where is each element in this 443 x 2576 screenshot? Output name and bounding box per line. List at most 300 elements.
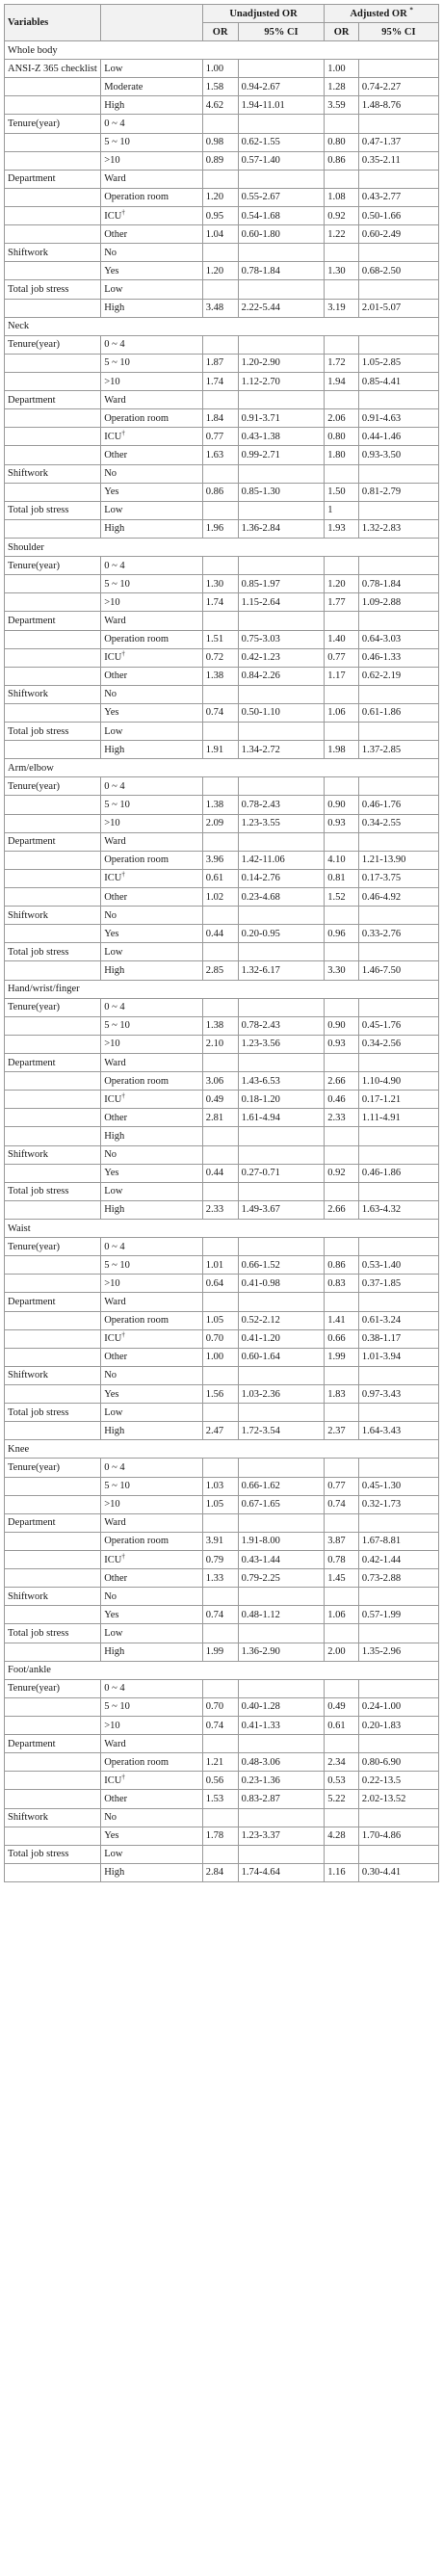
unadjusted-or-cell: 2.85	[202, 961, 238, 980]
unadjusted-or-cell: 2.84	[202, 1863, 238, 1881]
unadjusted-ci-cell	[238, 391, 325, 409]
table-row	[5, 1329, 439, 1348]
adjusted-ci-cell: 1.05-2.85	[358, 354, 438, 372]
adjusted-or-cell	[325, 1366, 359, 1384]
level-cell: Yes	[101, 483, 202, 501]
adjusted-ci-cell: 0.17-1.21	[358, 1091, 438, 1109]
level-cell: Low	[101, 1624, 202, 1643]
level-cell: Other	[101, 1348, 202, 1366]
level-label: ICU	[104, 873, 122, 884]
variable-cell: Shiftwork	[5, 685, 101, 703]
unadjusted-or-cell: 0.86	[202, 483, 238, 501]
level-cell: 0 ~ 4	[101, 1238, 202, 1256]
level-cell: Ward	[101, 1293, 202, 1311]
header-adjusted-mark: *	[409, 6, 413, 13]
adjusted-or-cell: 0.74	[325, 1495, 359, 1513]
adjusted-ci-cell: 0.45-1.30	[358, 1477, 438, 1495]
variable-cell	[5, 1550, 101, 1568]
table-row	[5, 1145, 439, 1164]
adjusted-ci-cell	[358, 244, 438, 262]
section-row	[5, 980, 439, 998]
adjusted-or-cell	[325, 170, 359, 188]
table-row	[5, 777, 439, 796]
unadjusted-or-cell	[202, 244, 238, 262]
adjusted-or-cell	[325, 1404, 359, 1422]
adjusted-or-cell	[325, 1127, 359, 1145]
variable-cell	[5, 1772, 101, 1790]
unadjusted-ci-cell	[238, 60, 325, 78]
unadjusted-ci-cell	[238, 280, 325, 299]
table-row	[5, 925, 439, 943]
table-row	[5, 612, 439, 630]
unadjusted-ci-cell: 0.52-2.12	[238, 1311, 325, 1329]
adjusted-or-cell	[325, 777, 359, 796]
table-row	[5, 1827, 439, 1845]
adjusted-ci-cell	[358, 170, 438, 188]
unadjusted-ci-cell: 1.32-6.17	[238, 961, 325, 980]
unadjusted-or-cell	[202, 832, 238, 851]
table-row	[5, 464, 439, 483]
level-cell: Low	[101, 1182, 202, 1200]
level-cell: Low	[101, 943, 202, 961]
unadjusted-ci-cell: 0.57-1.40	[238, 151, 325, 170]
header-ci-unadjusted: 95% CI	[238, 23, 325, 41]
variable-cell: Department	[5, 612, 101, 630]
table-row	[5, 483, 439, 501]
level-cell: No	[101, 1366, 202, 1384]
level-cell: 5 ~ 10	[101, 575, 202, 593]
adjusted-or-cell: 1.98	[325, 741, 359, 759]
adjusted-ci-cell	[358, 464, 438, 483]
table-row	[5, 1772, 439, 1790]
table-row	[5, 1513, 439, 1532]
unadjusted-ci-cell: 0.60-1.64	[238, 1348, 325, 1366]
adjusted-or-cell: 2.34	[325, 1753, 359, 1772]
variable-cell	[5, 151, 101, 170]
section-title: Shoulder	[5, 538, 439, 556]
table-row	[5, 888, 439, 907]
variable-cell	[5, 354, 101, 372]
table-row	[5, 869, 439, 887]
adjusted-or-cell: 1.22	[325, 225, 359, 244]
adjusted-or-cell	[325, 1624, 359, 1643]
section-title: Neck	[5, 317, 439, 335]
adjusted-ci-cell	[358, 1845, 438, 1863]
unadjusted-ci-cell	[238, 1366, 325, 1384]
table-row	[5, 1091, 439, 1109]
adjusted-or-cell: 0.46	[325, 1091, 359, 1109]
variable-cell	[5, 888, 101, 907]
unadjusted-ci-cell: 0.27-0.71	[238, 1164, 325, 1182]
table-row	[5, 188, 439, 206]
unadjusted-ci-cell: 1.61-4.94	[238, 1109, 325, 1127]
level-cell: High	[101, 96, 202, 115]
section-row	[5, 317, 439, 335]
unadjusted-or-cell	[202, 998, 238, 1016]
unadjusted-or-cell: 1.00	[202, 60, 238, 78]
unadjusted-ci-cell: 1.72-3.54	[238, 1422, 325, 1440]
adjusted-ci-cell	[358, 335, 438, 354]
level-cell: No	[101, 907, 202, 925]
unadjusted-ci-cell: 0.41-1.33	[238, 1716, 325, 1734]
unadjusted-or-cell	[202, 1054, 238, 1072]
level-cell: 0 ~ 4	[101, 1679, 202, 1697]
adjusted-ci-cell: 0.62-2.19	[358, 667, 438, 685]
adjusted-ci-cell	[358, 1145, 438, 1164]
variable-cell	[5, 262, 101, 280]
unadjusted-or-cell: 4.62	[202, 96, 238, 115]
adjusted-ci-cell: 1.67-8.81	[358, 1532, 438, 1550]
table-row	[5, 1753, 439, 1772]
unadjusted-ci-cell: 0.78-2.43	[238, 1016, 325, 1035]
adjusted-ci-cell	[358, 907, 438, 925]
table-row	[5, 1808, 439, 1827]
unadjusted-ci-cell	[238, 907, 325, 925]
unadjusted-or-cell	[202, 464, 238, 483]
header-adjusted	[325, 5, 439, 23]
adjusted-or-cell	[325, 1459, 359, 1477]
unadjusted-or-cell: 1.04	[202, 225, 238, 244]
table-row	[5, 593, 439, 612]
adjusted-or-cell	[325, 1588, 359, 1606]
unadjusted-or-cell: 0.72	[202, 648, 238, 667]
table-row	[5, 961, 439, 980]
adjusted-or-cell	[325, 1238, 359, 1256]
adjusted-ci-cell	[358, 832, 438, 851]
unadjusted-ci-cell: 1.94-11.01	[238, 96, 325, 115]
variable-cell	[5, 703, 101, 722]
unadjusted-or-cell	[202, 1513, 238, 1532]
adjusted-ci-cell: 0.47-1.37	[358, 133, 438, 151]
variable-cell: Total job stress	[5, 943, 101, 961]
unadjusted-ci-cell: 0.62-1.55	[238, 133, 325, 151]
level-cell: No	[101, 1808, 202, 1827]
variable-cell: Department	[5, 1054, 101, 1072]
table-row	[5, 96, 439, 115]
unadjusted-or-cell: 1.20	[202, 262, 238, 280]
variable-cell: Shiftwork	[5, 1366, 101, 1384]
variable-cell: Total job stress	[5, 501, 101, 519]
table-row	[5, 832, 439, 851]
unadjusted-or-cell: 0.77	[202, 428, 238, 446]
level-cell: High	[101, 1200, 202, 1219]
unadjusted-ci-cell	[238, 1145, 325, 1164]
adjusted-ci-cell	[358, 612, 438, 630]
unadjusted-or-cell	[202, 723, 238, 741]
unadjusted-or-cell: 0.49	[202, 1091, 238, 1109]
table-row	[5, 1016, 439, 1035]
adjusted-or-cell	[325, 1145, 359, 1164]
odds-ratio-table	[4, 4, 439, 1882]
variable-cell	[5, 446, 101, 464]
adjusted-or-cell: 2.00	[325, 1643, 359, 1661]
unadjusted-or-cell: 0.89	[202, 151, 238, 170]
table-row	[5, 648, 439, 667]
level-cell: 5 ~ 10	[101, 796, 202, 814]
unadjusted-or-cell: 1.84	[202, 409, 238, 428]
unadjusted-or-cell	[202, 1845, 238, 1863]
level-cell: Operation room	[101, 1532, 202, 1550]
adjusted-ci-cell: 0.22-13.5	[358, 1772, 438, 1790]
level-cell: Ward	[101, 170, 202, 188]
level-cell: Other	[101, 1109, 202, 1127]
table-row	[5, 1735, 439, 1753]
level-cell: High	[101, 1422, 202, 1440]
variable-cell: ANSI-Z 365 checklist	[5, 60, 101, 78]
adjusted-or-cell	[325, 1845, 359, 1863]
level-cell: High	[101, 299, 202, 317]
adjusted-or-cell	[325, 244, 359, 262]
adjusted-or-cell: 1.99	[325, 1348, 359, 1366]
adjusted-or-cell: 0.80	[325, 428, 359, 446]
adjusted-or-cell: 2.33	[325, 1109, 359, 1127]
unadjusted-or-cell	[202, 557, 238, 575]
variable-cell	[5, 630, 101, 648]
variable-cell: Shiftwork	[5, 1588, 101, 1606]
variable-cell	[5, 1091, 101, 1109]
level-cell: Yes	[101, 1827, 202, 1845]
unadjusted-or-cell: 2.81	[202, 1109, 238, 1127]
level-cell: Low	[101, 1845, 202, 1863]
adjusted-or-cell: 2.66	[325, 1072, 359, 1091]
adjusted-ci-cell	[358, 1054, 438, 1072]
unadjusted-ci-cell: 0.23-1.36	[238, 1772, 325, 1790]
table-row	[5, 1182, 439, 1200]
adjusted-ci-cell: 0.61-3.24	[358, 1311, 438, 1329]
adjusted-or-cell: 0.90	[325, 1016, 359, 1035]
level-cell	[101, 1772, 202, 1790]
unadjusted-ci-cell: 1.20-2.90	[238, 354, 325, 372]
unadjusted-ci-cell: 2.22-5.44	[238, 299, 325, 317]
adjusted-ci-cell	[358, 391, 438, 409]
adjusted-or-cell: 1.80	[325, 446, 359, 464]
table-row	[5, 60, 439, 78]
adjusted-ci-cell: 0.46-1.33	[358, 648, 438, 667]
unadjusted-or-cell: 2.33	[202, 1200, 238, 1219]
unadjusted-ci-cell: 0.67-1.65	[238, 1495, 325, 1513]
adjusted-or-cell: 2.06	[325, 409, 359, 428]
unadjusted-ci-cell	[238, 464, 325, 483]
table-row	[5, 943, 439, 961]
variable-cell	[5, 1256, 101, 1275]
table-row	[5, 1679, 439, 1697]
header-ci-adjusted: 95% CI	[358, 23, 438, 41]
table-row	[5, 335, 439, 354]
variable-cell	[5, 648, 101, 667]
dagger-footnote-mark: †	[121, 429, 125, 437]
variable-cell	[5, 225, 101, 244]
variable-cell	[5, 1790, 101, 1808]
dagger-footnote-mark: †	[121, 1330, 125, 1339]
unadjusted-or-cell: 0.70	[202, 1329, 238, 1348]
unadjusted-ci-cell	[238, 1513, 325, 1532]
adjusted-ci-cell	[358, 777, 438, 796]
table-row	[5, 1275, 439, 1293]
unadjusted-or-cell: 0.56	[202, 1772, 238, 1790]
adjusted-ci-cell: 0.46-1.86	[358, 1164, 438, 1182]
adjusted-or-cell: 1.45	[325, 1569, 359, 1588]
level-cell: 0 ~ 4	[101, 1459, 202, 1477]
unadjusted-ci-cell: 1.36-2.84	[238, 519, 325, 538]
table-row	[5, 1311, 439, 1329]
variable-cell: Tenure(year)	[5, 1679, 101, 1697]
unadjusted-or-cell: 0.74	[202, 1606, 238, 1624]
unadjusted-or-cell: 0.44	[202, 1164, 238, 1182]
unadjusted-ci-cell	[238, 1054, 325, 1072]
table-row	[5, 1477, 439, 1495]
unadjusted-ci-cell	[238, 335, 325, 354]
variable-cell: Tenure(year)	[5, 1459, 101, 1477]
section-title: Hand/wrist/finger	[5, 980, 439, 998]
variable-cell: Tenure(year)	[5, 115, 101, 133]
header-variables: Variables	[5, 5, 101, 41]
unadjusted-ci-cell: 1.91-8.00	[238, 1532, 325, 1550]
level-cell	[101, 1091, 202, 1109]
adjusted-ci-cell: 2.01-5.07	[358, 299, 438, 317]
level-cell: 0 ~ 4	[101, 777, 202, 796]
level-cell	[101, 206, 202, 224]
level-cell: High	[101, 519, 202, 538]
unadjusted-ci-cell: 1.74-4.64	[238, 1863, 325, 1881]
unadjusted-ci-cell: 1.43-6.53	[238, 1072, 325, 1091]
adjusted-or-cell	[325, 1513, 359, 1532]
section-title: Waist	[5, 1220, 439, 1238]
variable-cell	[5, 1329, 101, 1348]
variable-cell: Shiftwork	[5, 1808, 101, 1827]
adjusted-ci-cell: 0.20-1.83	[358, 1716, 438, 1734]
variable-cell	[5, 1109, 101, 1127]
adjusted-ci-cell: 0.34-2.56	[358, 1035, 438, 1053]
unadjusted-or-cell: 3.06	[202, 1072, 238, 1091]
adjusted-or-cell	[325, 998, 359, 1016]
variable-cell	[5, 1127, 101, 1145]
level-cell: Yes	[101, 1384, 202, 1403]
adjusted-ci-cell	[358, 723, 438, 741]
adjusted-ci-cell: 0.42-1.44	[358, 1550, 438, 1568]
table-row	[5, 133, 439, 151]
unadjusted-ci-cell: 0.50-1.10	[238, 703, 325, 722]
level-cell: 0 ~ 4	[101, 998, 202, 1016]
level-cell: 0 ~ 4	[101, 557, 202, 575]
level-label: ICU	[104, 1554, 122, 1565]
adjusted-or-cell: 1.17	[325, 667, 359, 685]
table-row	[5, 391, 439, 409]
unadjusted-ci-cell: 1.03-2.36	[238, 1384, 325, 1403]
table-row	[5, 446, 439, 464]
adjusted-ci-cell	[358, 1238, 438, 1256]
unadjusted-ci-cell: 0.55-2.67	[238, 188, 325, 206]
unadjusted-ci-cell: 0.18-1.20	[238, 1091, 325, 1109]
adjusted-ci-cell	[358, 1624, 438, 1643]
variable-cell: Tenure(year)	[5, 1238, 101, 1256]
table-row	[5, 1256, 439, 1275]
variable-cell: Total job stress	[5, 280, 101, 299]
unadjusted-ci-cell: 0.23-4.68	[238, 888, 325, 907]
adjusted-or-cell: 0.86	[325, 151, 359, 170]
table-row	[5, 1624, 439, 1643]
unadjusted-or-cell: 1.91	[202, 741, 238, 759]
unadjusted-or-cell	[202, 1588, 238, 1606]
variable-cell	[5, 1495, 101, 1513]
unadjusted-or-cell	[202, 170, 238, 188]
unadjusted-ci-cell: 0.40-1.28	[238, 1697, 325, 1716]
adjusted-or-cell: 5.22	[325, 1790, 359, 1808]
unadjusted-ci-cell: 0.48-1.12	[238, 1606, 325, 1624]
adjusted-ci-cell: 0.37-1.85	[358, 1275, 438, 1293]
table-row	[5, 1588, 439, 1606]
adjusted-ci-cell: 0.24-1.00	[358, 1697, 438, 1716]
unadjusted-ci-cell: 0.66-1.52	[238, 1256, 325, 1275]
unadjusted-ci-cell: 0.60-1.80	[238, 225, 325, 244]
variable-cell: Total job stress	[5, 1182, 101, 1200]
table-row	[5, 1384, 439, 1403]
table-row	[5, 115, 439, 133]
adjusted-ci-cell	[358, 1588, 438, 1606]
adjusted-ci-cell	[358, 501, 438, 519]
table-row	[5, 998, 439, 1016]
adjusted-ci-cell	[358, 1127, 438, 1145]
adjusted-or-cell: 3.19	[325, 299, 359, 317]
level-cell: Operation room	[101, 851, 202, 869]
variable-cell: Total job stress	[5, 1845, 101, 1863]
unadjusted-ci-cell	[238, 1182, 325, 1200]
table-row	[5, 557, 439, 575]
adjusted-or-cell: 1.06	[325, 703, 359, 722]
unadjusted-or-cell: 1.99	[202, 1643, 238, 1661]
variable-cell	[5, 372, 101, 390]
adjusted-or-cell	[325, 723, 359, 741]
unadjusted-or-cell: 0.44	[202, 925, 238, 943]
adjusted-or-cell: 1.93	[325, 519, 359, 538]
adjusted-ci-cell: 1.11-4.91	[358, 1109, 438, 1127]
level-cell: Ward	[101, 612, 202, 630]
adjusted-or-cell: 1.50	[325, 483, 359, 501]
adjusted-ci-cell: 0.85-4.41	[358, 372, 438, 390]
unadjusted-ci-cell: 1.15-2.64	[238, 593, 325, 612]
unadjusted-ci-cell	[238, 1459, 325, 1477]
table-row	[5, 280, 439, 299]
unadjusted-or-cell: 1.01	[202, 1256, 238, 1275]
table-header	[5, 5, 439, 41]
adjusted-or-cell	[325, 943, 359, 961]
dagger-footnote-mark: †	[121, 870, 125, 879]
dagger-footnote-mark: †	[121, 1552, 125, 1561]
variable-cell: Shiftwork	[5, 464, 101, 483]
variable-cell	[5, 1164, 101, 1182]
unadjusted-ci-cell: 0.99-2.71	[238, 446, 325, 464]
unadjusted-or-cell: 1.00	[202, 1348, 238, 1366]
unadjusted-ci-cell	[238, 1845, 325, 1863]
variable-cell	[5, 1422, 101, 1440]
table-row	[5, 1404, 439, 1422]
unadjusted-or-cell: 1.30	[202, 575, 238, 593]
adjusted-or-cell	[325, 464, 359, 483]
unadjusted-or-cell: 1.56	[202, 1384, 238, 1403]
level-cell: Other	[101, 446, 202, 464]
unadjusted-ci-cell	[238, 1679, 325, 1697]
unadjusted-ci-cell: 1.23-3.56	[238, 1035, 325, 1053]
unadjusted-or-cell	[202, 1679, 238, 1697]
adjusted-ci-cell	[358, 998, 438, 1016]
variable-cell	[5, 925, 101, 943]
adjusted-ci-cell: 0.61-1.86	[358, 703, 438, 722]
adjusted-or-cell: 0.86	[325, 1256, 359, 1275]
variable-cell	[5, 1753, 101, 1772]
table-row	[5, 907, 439, 925]
level-cell: No	[101, 464, 202, 483]
level-cell: 0 ~ 4	[101, 115, 202, 133]
table-row	[5, 151, 439, 170]
